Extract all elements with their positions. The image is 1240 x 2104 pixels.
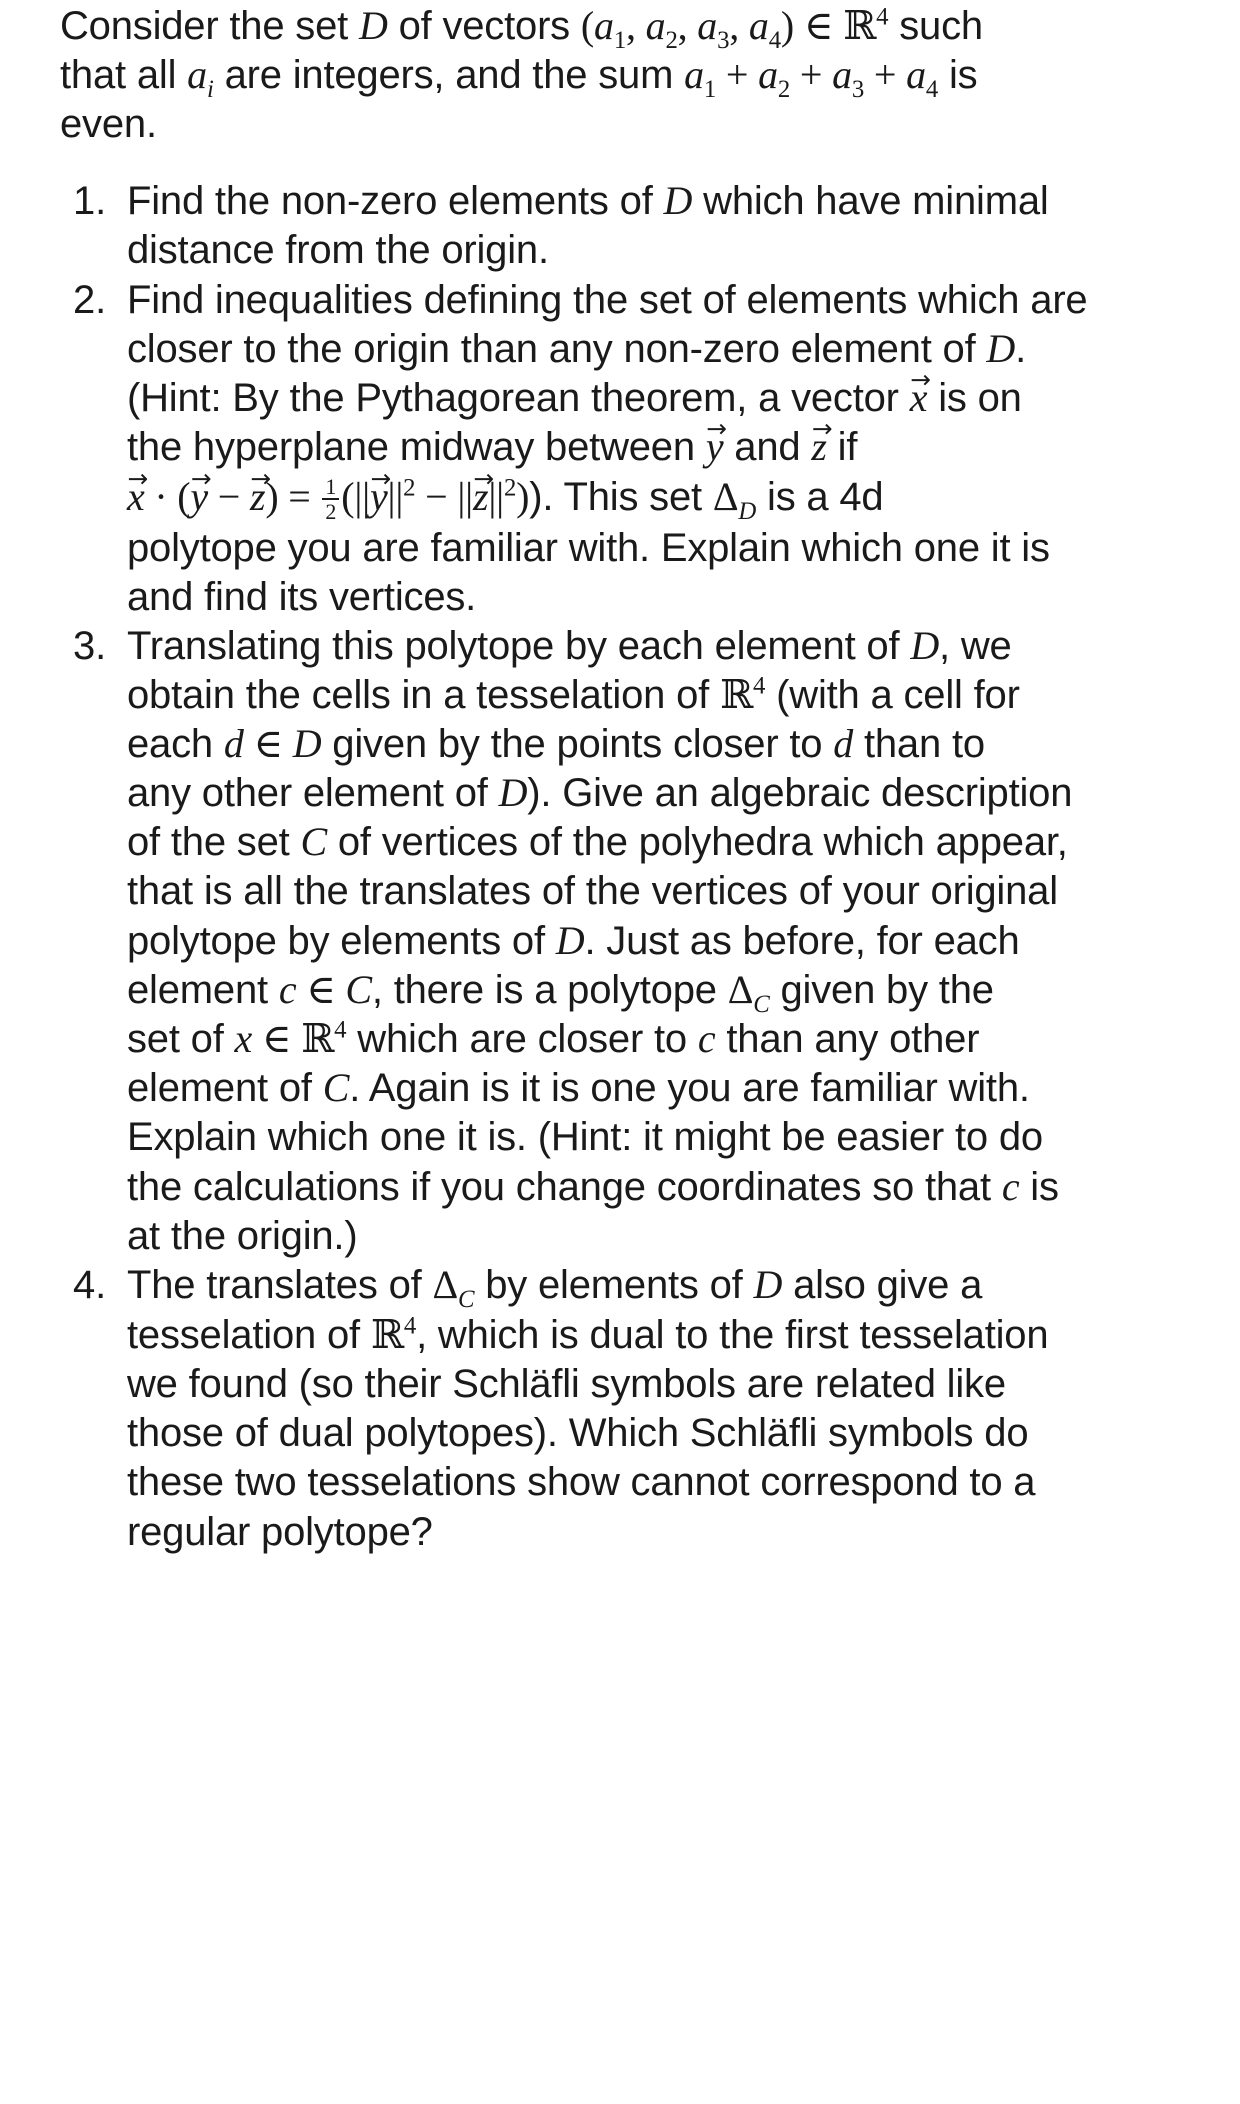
item-3-line-3: each d ∈ D given by the points closer to d than to [127, 721, 985, 766]
item-3-line-6: that is all the translates of the vertices of your original [127, 869, 1058, 913]
item-3-line-9: set of x ∈ ℝ$^4$ which are closer to c than any other [127, 1016, 980, 1062]
item-3-line-7: polytope by elements of D. Just as before, for each [127, 918, 1020, 963]
item-number-2: 2. [73, 278, 106, 322]
item-number-4: 4. [73, 1263, 106, 1307]
item-2-line-7: and find its vertices. [127, 575, 477, 619]
item-3-line-5: of the set C of vertices of the polyhedra which appear, [127, 819, 1068, 864]
item-4-line-1: The translates of $\Delta_C$ by elements of D also give a [127, 1262, 983, 1313]
item-2-line-3: (Hint: By the Pythagorean theorem, a vector → x is on [127, 374, 1022, 422]
item-2-line-2: closer to the origin than any non-zero element of D. [127, 326, 1027, 371]
item-number-1: 1. [73, 179, 106, 223]
item-3-line-2: obtain the cells in a tesselation of ℝ$^4$ (with a cell for [127, 672, 1020, 718]
item-4-line-6: regular polytope? [127, 1510, 433, 1554]
item-3-line-13: at the origin.) [127, 1214, 358, 1258]
intro-line-2: that all $a_i$ are integers, and the sum $a_1 + a_2 + a_3 + a_4$ is [60, 52, 978, 103]
intro-line-3: even. [60, 102, 157, 146]
item-2-line-1: Find inequalities defining the set of elements which are [127, 278, 1088, 322]
item-1-line-1: Find the non-zero elements of D which have minimal [127, 178, 1049, 223]
item-4-line-2: tesselation of ℝ$^4$, which is dual to the first tesselation [127, 1312, 1049, 1358]
item-2-line-5: → x · (→ y − → z) = $\frac{1}{2}$ (||→ $y||^2$ − ||→ $z||^2$)). This set $\Delta_D$ is a 4d [127, 473, 883, 524]
item-4-line-4: those of dual polytopes). Which Schläfli symbols do [127, 1411, 1029, 1455]
item-3-line-4: any other element of D). Give an algebraic description [127, 770, 1073, 815]
item-3-line-12: the calculations if you change coordinates so that c is [127, 1164, 1059, 1209]
item-2-line-4: the hyperplane midway between → y and → z if [127, 423, 857, 471]
item-2-line-6: polytope you are familiar with. Explain which one it is [127, 526, 1050, 570]
item-3-line-8: element c ∈ C, there is a polytope $\Delta_C$ given by the [127, 967, 994, 1018]
item-1-line-2: distance from the origin. [127, 228, 549, 272]
intro-line-1: Consider the set D of vectors ($a_1$, $a_2$, $a_3$, $a_4$) ∈ ℝ$^4$ such [60, 3, 983, 54]
item-3-line-1: Translating this polytope by each element of D, we [127, 623, 1012, 668]
item-3-line-10: element of C. Again is it is one you are familiar with. [127, 1065, 1030, 1110]
item-4-line-5: these two tesselations show cannot correspond to a [127, 1460, 1036, 1504]
item-3-line-11: Explain which one it is. (Hint: it might be easier to do [127, 1115, 1043, 1159]
item-number-3: 3. [73, 624, 106, 668]
item-4-line-3: we found (so their Schläfli symbols are related like [127, 1362, 1006, 1406]
